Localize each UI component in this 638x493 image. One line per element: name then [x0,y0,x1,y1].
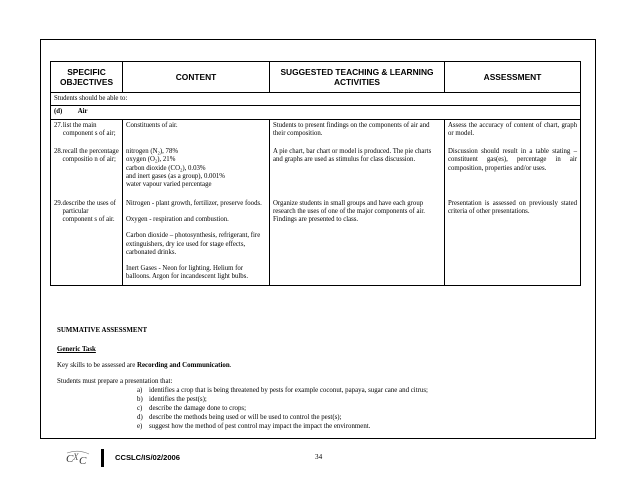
cxc-logo-icon [64,449,92,467]
generic-task-heading: Generic Task [57,346,96,353]
assessment-cell: Presentation is assessed on previously stated criteria of other presentations. [445,192,581,286]
list-item-text: describe the damage done to crops; [149,405,247,412]
table-header-row [51,62,581,93]
intro-row [51,93,581,106]
list-item-text: identifies the pest(s); [149,396,207,403]
svg-text:X: X [73,452,79,462]
key-skills-prefix: Key skills to be assessed are [57,362,137,369]
presentation-intro: Students must prepare a presentation that: [57,378,173,385]
list-item-text: identifies a crop that is being threatened by pests for example coconut, papaya, sugar cane and citrus; [149,387,428,394]
content-line: nitrogen (N₂), 78% [126,148,179,156]
section-title: Air [77,108,88,116]
activities-cell: A pie chart, bar chart or model is produced. The pie charts and graphs are used as stimulus for class discussion. [270,140,445,191]
key-skills-suffix: . [229,362,232,369]
intro-text: Students should be able to: [51,93,581,106]
list-item-letter: e) [137,423,143,430]
table-row [51,119,581,140]
content-line: Carbon dioxide – photosynthesis, refrigerant, fire extinguishers, dry ice used for stage effects, carbonated drinks. [126,232,261,256]
list-item-letter: d) [137,414,143,421]
summative-heading: SUMMATIVE ASSESSMENT [57,327,148,334]
objective-cell [51,192,123,286]
list-item-letter: a) [137,387,143,394]
list-item [137,404,577,413]
table-row [51,192,581,286]
objective-text: list the main component s of air; [62,121,116,137]
activities-cell: Organize students in small groups and have each group research the uses of one of the major components of air. Findings are presented to class. [270,192,445,286]
header-assessment: ASSESSMENT [445,62,581,93]
objective-number: 28. [54,148,63,156]
section-label: (d) [54,108,63,116]
objective-cell [51,140,123,191]
list-item-text: describe the methods being used or will be used to control the pest(s); [149,414,342,421]
content-cell [123,192,270,286]
content-line: carbon dioxide (CO₂), 0.03% [126,164,206,172]
presentation-list [57,386,577,431]
content-line: Inert Gases - Neon for lighting. Helium for balloons. Argon for incandescent light bulbs. [126,265,249,281]
content-cell [123,119,270,140]
content-cell [123,140,270,191]
table-row [51,140,581,191]
list-item [137,422,577,431]
content-line: water vapour varied percentage [126,181,212,189]
header-content: CONTENT [123,62,270,93]
assessment-cell: Discussion should result in a table stating – constituent gas(es), percentage in air composition, properties and/or uses. [445,140,581,191]
objective-text: describe the uses of particular component s of air. [62,199,116,224]
list-item [137,413,577,422]
summative-section [57,326,577,431]
list-item [137,395,577,404]
content-line: Constituents of air. [126,121,178,129]
objective-text: recall the percentage compositio n of air; [62,148,119,164]
page-number: 34 [315,453,323,461]
key-skills-line [57,361,577,370]
header-activities: SUGGESTED TEACHING & LEARNING ACTIVITIES [270,62,445,93]
objective-number: 27. [54,121,63,129]
content-line: and inert gases (as a group), 0.001% [126,173,225,181]
svg-text:C: C [66,453,74,465]
activities-cell: Students to present findings on the components of air and their composition. [270,119,445,140]
curriculum-table [50,61,581,286]
section-row [51,106,581,119]
header-specific-objectives: SPECIFIC OBJECTIVES [51,62,123,93]
list-item-letter: c) [137,405,143,412]
objective-number: 29. [54,199,63,207]
content-line: oxygen (O₂), 21% [126,156,176,164]
content-line: Nitrogen - plant growth, fertilizer, preserve foods. [126,199,262,207]
svg-text:C: C [79,455,87,467]
document-code: CCSLC/IS/02/2006 [115,453,180,462]
content-line: Oxygen - respiration and combustion. [126,215,229,223]
list-item [137,386,577,395]
objective-cell [51,119,123,140]
footer-divider [101,449,104,467]
key-skills-bold: Recording and Communication [137,362,230,369]
list-item-letter: b) [137,396,143,403]
list-item-text: suggest how the method of pest control may impact the impact the environment. [149,423,371,430]
section-heading [51,106,581,119]
assessment-cell: Assess the accuracy of content of chart, graph or model. [445,119,581,140]
